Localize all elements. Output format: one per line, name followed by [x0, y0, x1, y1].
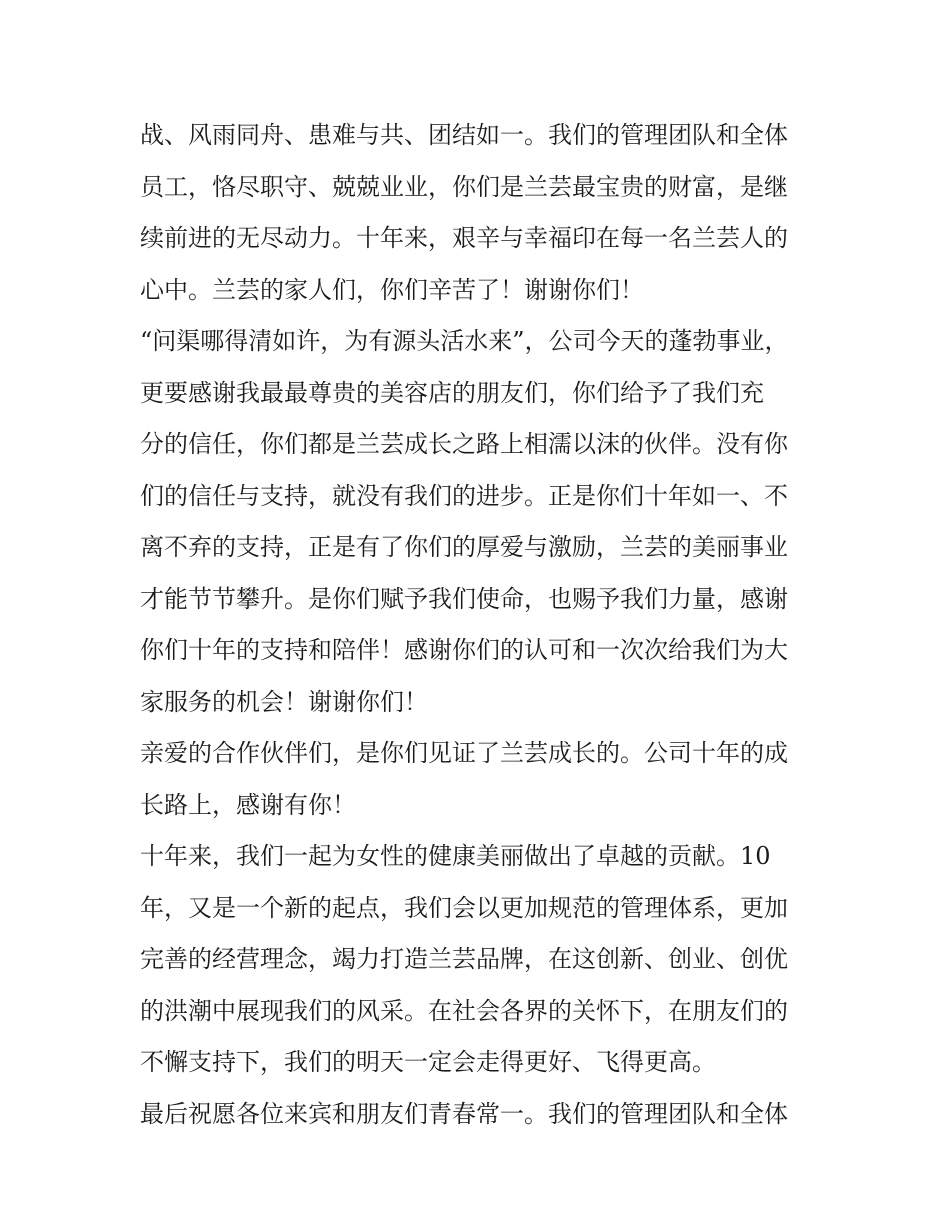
text-line: 战、风雨同舟、患难与共、团结如一。我们的管理团队和全体 [140, 121, 788, 149]
text-line: 离不弃的支持，正是有了你们的厚爱与激励，兰芸的美丽事业 [140, 533, 788, 561]
text-line: “问渠哪得清如许，为有源头活水来”，公司今天的蓬勃事业， [140, 327, 789, 355]
text-line: 最后祝愿各位来宾和朋友们青春常一。我们的管理团队和全体 [140, 1099, 788, 1128]
text-line: 不懈支持下，我们的明天一定会走得更好、飞得更高。 [140, 1048, 716, 1076]
text-line: 的洪潮中展现我们的风采。在社会各界的关怀下，在朋友们的 [140, 996, 788, 1025]
text-line: 长路上，感谢有你！ [140, 790, 356, 819]
text-line: 续前进的无尽动力。十年来，艰辛与幸福印在每一名兰芸人的 [140, 224, 788, 252]
text-line: 更要感谢我最最尊贵的美容店的朋友们，你们给予了我们充 [140, 378, 764, 407]
text-line: 年，又是一个新的起点，我们会以更加规范的管理体系，更加 [140, 893, 788, 922]
text-line: 员工，恪尽职守、兢兢业业，你们是兰芸最宝贵的财富，是继 [140, 172, 788, 201]
text-line: 你们十年的支持和陪伴！感谢你们的认可和一次次给我们为大 [140, 636, 788, 664]
text-line: 完善的经营理念，竭力打造兰芸品牌，在这创新、创业、创优 [140, 945, 788, 973]
text-line: 家服务的机会！谢谢你们！ [140, 687, 428, 716]
text-line: 心中。兰芸的家人们，你们辛苦了！谢谢你们！ [140, 275, 644, 304]
text-line: 亲爱的合作伙伴们，是你们见证了兰芸成长的。公司十年的成 [140, 739, 788, 767]
text-line: 分的信任，你们都是兰芸成长之路上相濡以沫的伙伴。没有你 [140, 430, 788, 458]
document-body [140, 110, 820, 1140]
text-line: 十年来，我们一起为女性的健康美丽做出了卓越的贡献。10 [140, 842, 771, 870]
text-line: 才能节节攀升。是你们赋予我们使命，也赐予我们力量，感谢 [140, 584, 788, 613]
text-line: 们的信任与支持，就没有我们的进步。正是你们十年如一、不 [140, 481, 788, 510]
